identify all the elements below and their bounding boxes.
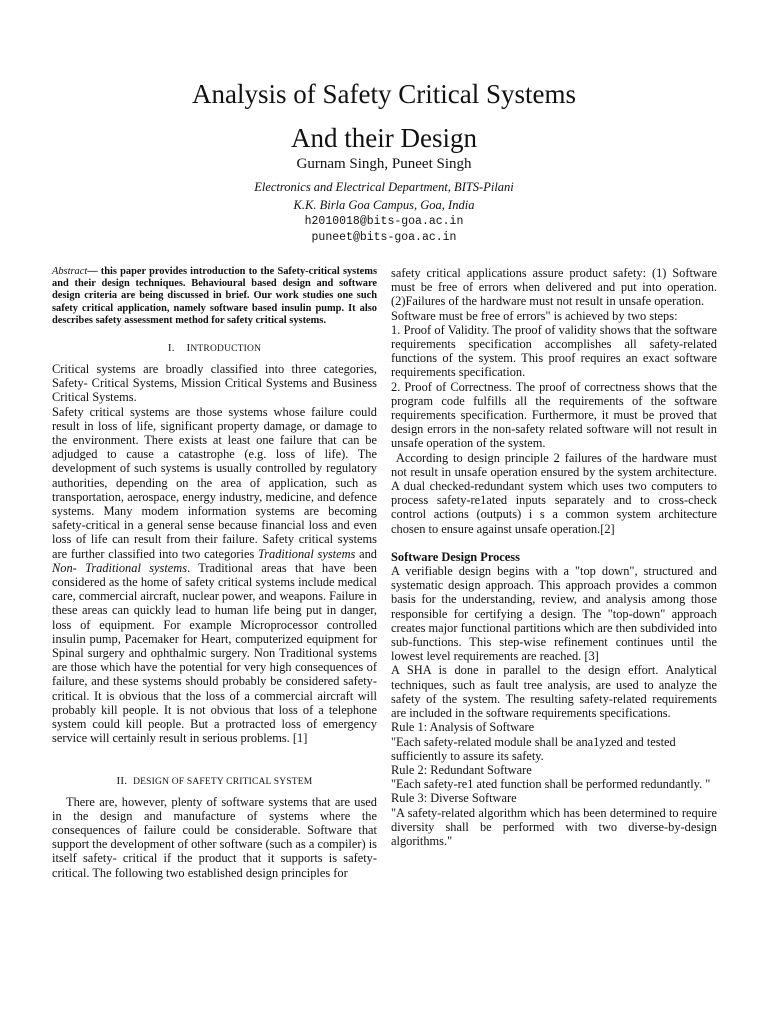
software-design-paragraph-1: A verifiable design begins with a "top down", structured and systematic design approach. This approach provides a common basis for the understanding, review, and analysis among those responsible for certifying a design. The "top-down" approach creates major functional partitions which are then subdivided into sub-functions. This step-wise refinement continues until the lowest level requirements are reached. [3] xyxy=(391,564,717,664)
rule-1-text: "Each safety-related module shall be ana1yzed and tested sufficiently to assure its safety. xyxy=(391,734,676,763)
rule-2-text: "Each safety-re1 ated function shall be performed redundantly. " xyxy=(391,777,711,792)
design-principle-2: According to design principle 2 failures of the hardware must not result in unsafe operation ensured by the system architecture. A dual checked-redundant system which uses two computers to process safety-re1ated inputs separately and to cross-check control actions (outputs) i s a common system architecture chosen to ensure against unsafe operation.[2] xyxy=(391,450,721,536)
section-2-title: DESIGN OF SAFETY CRITICAL SYSTEM xyxy=(133,776,313,787)
rule-1-heading: Rule 1: Analysis of Software xyxy=(391,720,535,735)
email-2: puneet@bits-goa.ac.in xyxy=(311,231,457,244)
left-column xyxy=(52,266,377,880)
email-1: h2010018@bits-goa.ac.in xyxy=(304,215,464,228)
rule-3-heading: Rule 3: Diverse Software xyxy=(391,791,517,806)
emails xyxy=(0,214,768,246)
section-1-title: NTRODUCTION xyxy=(190,344,262,355)
affiliation xyxy=(0,178,768,214)
abstract-lead: Abstract xyxy=(52,266,88,277)
right-column xyxy=(391,266,721,848)
rule-3-text: "A safety-related algorithm which has been determined to require diversity shall be performed with two diverse-by-design algorithms." xyxy=(391,805,717,848)
title-line-1: Analysis of Safety Critical Systems xyxy=(192,79,576,109)
section-1-initial: I xyxy=(186,342,191,355)
section-1-heading xyxy=(52,341,377,356)
right-paragraph-2: Software must be free of errors" is achieved by two steps: xyxy=(391,308,678,323)
abstract-text: — this paper provides introduction to the Safety-critical systems and their design techniques. Behavioural based design and software design criteria are being discussed in brief. Our work studies one such safety critical application, namely software based insulin pump. It also describes safety assessment method for safety critical systems. xyxy=(52,266,377,326)
abstract xyxy=(52,266,377,327)
affiliation-line-1: Electronics and Electrical Department, BITS-Pilani xyxy=(254,180,514,194)
section-2-heading xyxy=(52,774,377,789)
traditional-systems-term: Traditional systems xyxy=(258,546,356,561)
authors: Gurnam Singh, Puneet Singh xyxy=(296,156,472,172)
section-1-number: I. xyxy=(167,342,175,355)
non-traditional-systems-term: Non- Traditional systems xyxy=(52,560,188,575)
proof-of-correctness: 2. Proof of Correctness. The proof of correctness shows that the program code fulfills all the requirements of the software requirements specification. Furthermore, it must be proved that design errors in the non-safety related software will not result in unsafe operation of the system. xyxy=(391,379,717,451)
proof-of-validity: 1. Proof of Validity. The proof of validity shows that the software requirements specification accomplishes all safety-related functions of the system. This proof requires an exact software requirements specification. xyxy=(391,322,717,380)
intro-paragraph-1: Critical systems are broadly classified into three categories, Safety- Critical Systems, Mission Critical Systems and Business Critical Systems. xyxy=(52,362,377,405)
section-2-number: II. xyxy=(116,774,128,787)
software-design-process-heading: Software Design Process xyxy=(391,549,520,564)
affiliation-line-2: K.K. Birla Goa Campus, Goa, India xyxy=(293,198,475,212)
section-2-paragraph: There are, however, plenty of software systems that are used in the design and manufacture of systems where the consequences of failure could be considerable. Software that support the development of other software (such as a compiler) is itself safety- critical if the product that it supports is safety-critical. The following two established design principles for xyxy=(52,794,377,880)
intro-paragraph-2 xyxy=(52,405,377,746)
intro-text-b: . Traditional areas that have been considered as the home of safety critical systems include medical care, commercial aircraft, nuclear power, and weapons. Failure in these areas can quickly lead to human life being put in danger, loss of equipment. For example Microprocessor controlled insulin pump, Pacemaker for Heart, computerized equipment for Spinal surgery and ophthalmic surgery. Non Traditional systems are those which have the potential for very high consequences of failure, and these systems should probably be considered safety-critical. It is obvious that the loss of a commercial aircraft will probably kill people. It is not obvious that loss of a telephone system could kill people. But a protracted loss of emergency service will certainly result in serious problems. [1] xyxy=(52,560,377,746)
intro-and: and xyxy=(355,546,377,561)
software-design-paragraph-2: A SHA is done in parallel to the design effort. Analytical techniques, such as fault tree analysis, are used to analyze the safety of the system. The resulting safety-related requirements are included in the software requirements specifications. xyxy=(391,663,717,721)
paper-title xyxy=(0,72,768,160)
rule-2-heading: Rule 2: Redundant Software xyxy=(391,762,532,777)
right-paragraph-1: safety critical applications assure product safety: (1) Software must be free of errors when delivered and put into operation. (2)Failures of the hardware must not result in unsafe operation. xyxy=(391,266,717,309)
title-line-2: And their Design xyxy=(291,123,477,153)
intro-text-a: Safety critical systems are those systems whose failure could result in loss of life, significant property damage, or damage to the environment. There exists at least one failure that can be adjudged to cause a catastrophe (e.g. loss of life). The development of such systems is usually controlled by regulatory authorities, depending on the area of application, such as transportation, aerospace, energy industry, medicine, and defence systems. Many modem information systems are becoming safety-critical in a general sense because financial loss and even loss of life can result from their failure. Safety critical systems are further classified into two categories xyxy=(52,404,377,561)
